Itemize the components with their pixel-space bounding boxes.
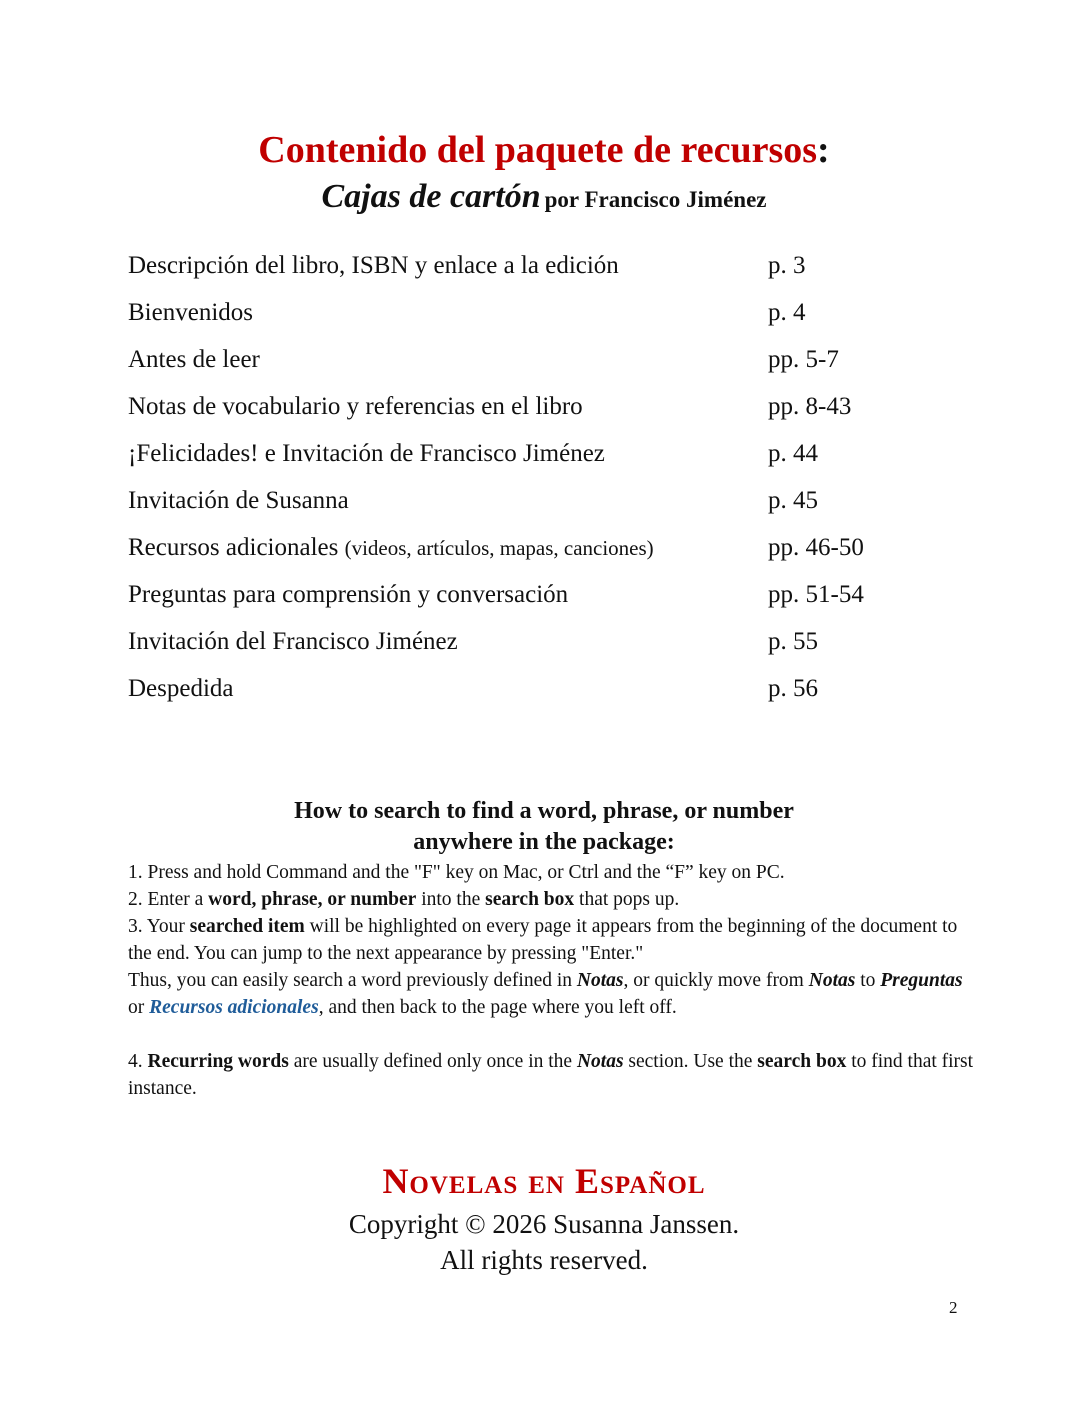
copyright (0, 1206, 1088, 1278)
t: Notas (808, 970, 856, 991)
t: , (251, 889, 262, 910)
t: into the (416, 889, 486, 910)
toc-label: Invitación del Francisco Jiménez (128, 628, 458, 655)
heading-line-1: How to search to find a word, phrase, or number (294, 798, 794, 824)
t: section. Use the (623, 1051, 758, 1072)
page-number: 2 (949, 1298, 958, 1317)
toc-page: pp. 5-7 (768, 346, 839, 373)
toc-label: Descripción del libro, ISBN y enlace a la edición (128, 252, 619, 279)
t: word (208, 889, 252, 910)
toc-label: Antes de leer (128, 346, 260, 373)
page-title (0, 128, 1088, 172)
t: search box (757, 1051, 847, 1072)
recursos-adicionales-link[interactable]: Recursos adicionales (149, 997, 319, 1018)
t: phrase, or number (261, 889, 417, 910)
heading-line-2: anywhere in the package: (413, 829, 675, 855)
toc-page: p. 56 (768, 675, 818, 702)
toc-page: pp. 8-43 (768, 393, 852, 420)
t: will be highlighted on every page it appears from the beginning of the document to the end. You can jump to the next appearance by pressing "Enter." (128, 916, 958, 964)
toc-label-note: (videos, artículos, mapas, canciones) (344, 536, 654, 560)
toc-row[interactable] (128, 628, 928, 675)
t: 2. Enter a (128, 889, 209, 910)
toc-row[interactable] (128, 393, 928, 440)
t: that pops up. (574, 889, 680, 910)
t: to (855, 970, 881, 991)
toc-row[interactable] (128, 581, 928, 628)
toc-row[interactable] (128, 299, 928, 346)
toc-page: p. 3 (768, 252, 806, 279)
toc-row[interactable] (128, 487, 928, 534)
copyright-line: Copyright © 2026 Susanna Janssen. (348, 1209, 740, 1239)
t: Notas (576, 1051, 624, 1072)
t: or (128, 997, 150, 1018)
search-instructions-heading (0, 796, 1088, 858)
toc-row[interactable] (128, 252, 928, 299)
toc-label: Preguntas para comprensión y conversación (128, 581, 569, 608)
t: Preguntas (880, 970, 963, 991)
t: search box (485, 889, 575, 910)
step-2 (128, 886, 978, 913)
toc-page: p. 45 (768, 487, 818, 514)
toc-label: Notas de vocabulario y referencias en el libro (128, 393, 583, 420)
toc-page: p. 44 (768, 440, 818, 467)
t: Thus, you can easily search a word previously defined in (128, 970, 577, 991)
toc-label (128, 534, 654, 562)
rights-line: All rights reserved. (440, 1245, 648, 1275)
t: Recurring words (147, 1051, 289, 1072)
book-title: Cajas de cartón (321, 178, 541, 215)
toc-page: pp. 51-54 (768, 581, 864, 608)
subtitle (0, 178, 1088, 216)
step-1: 1. Press and hold Command and the "F" key on Mac, or Ctrl and the “F” key on PC. (128, 862, 785, 883)
step-3 (128, 913, 978, 967)
toc-label: Despedida (128, 675, 234, 702)
toc-page: p. 4 (768, 299, 806, 326)
search-instructions (128, 859, 978, 1102)
toc-row[interactable] (128, 346, 928, 393)
title-colon: : (817, 129, 830, 171)
toc-page: p. 55 (768, 628, 818, 655)
toc-row[interactable] (128, 675, 928, 722)
brand-logo: Novelas en Español (382, 1161, 706, 1201)
step-4 (128, 1048, 978, 1102)
t: 3. Your (128, 916, 190, 937)
toc-row[interactable] (128, 534, 928, 581)
toc-label-main: Recursos adicionales (128, 534, 339, 561)
title-text: Contenido del paquete de recursos (258, 129, 818, 171)
t: are usually defined only once in the (288, 1051, 577, 1072)
toc-row[interactable] (128, 440, 928, 487)
t: , or quickly move from (623, 970, 809, 991)
toc-page: pp. 46-50 (768, 534, 864, 561)
author: por Francisco Jiménez (544, 187, 767, 212)
t: searched item (189, 916, 305, 937)
toc-label: Invitación de Susanna (128, 487, 349, 514)
t: to find that first instance. (128, 1051, 974, 1099)
toc-label: ¡Felicidades! e Invitación de Francisco Jiménez (128, 440, 605, 467)
table-of-contents (128, 252, 928, 722)
t: Notas (576, 970, 624, 991)
t: , and then back to the page where you left off. (318, 997, 677, 1018)
t: 4. (128, 1051, 148, 1072)
toc-label: Bienvenidos (128, 299, 253, 326)
step-3-thus (128, 967, 978, 1021)
